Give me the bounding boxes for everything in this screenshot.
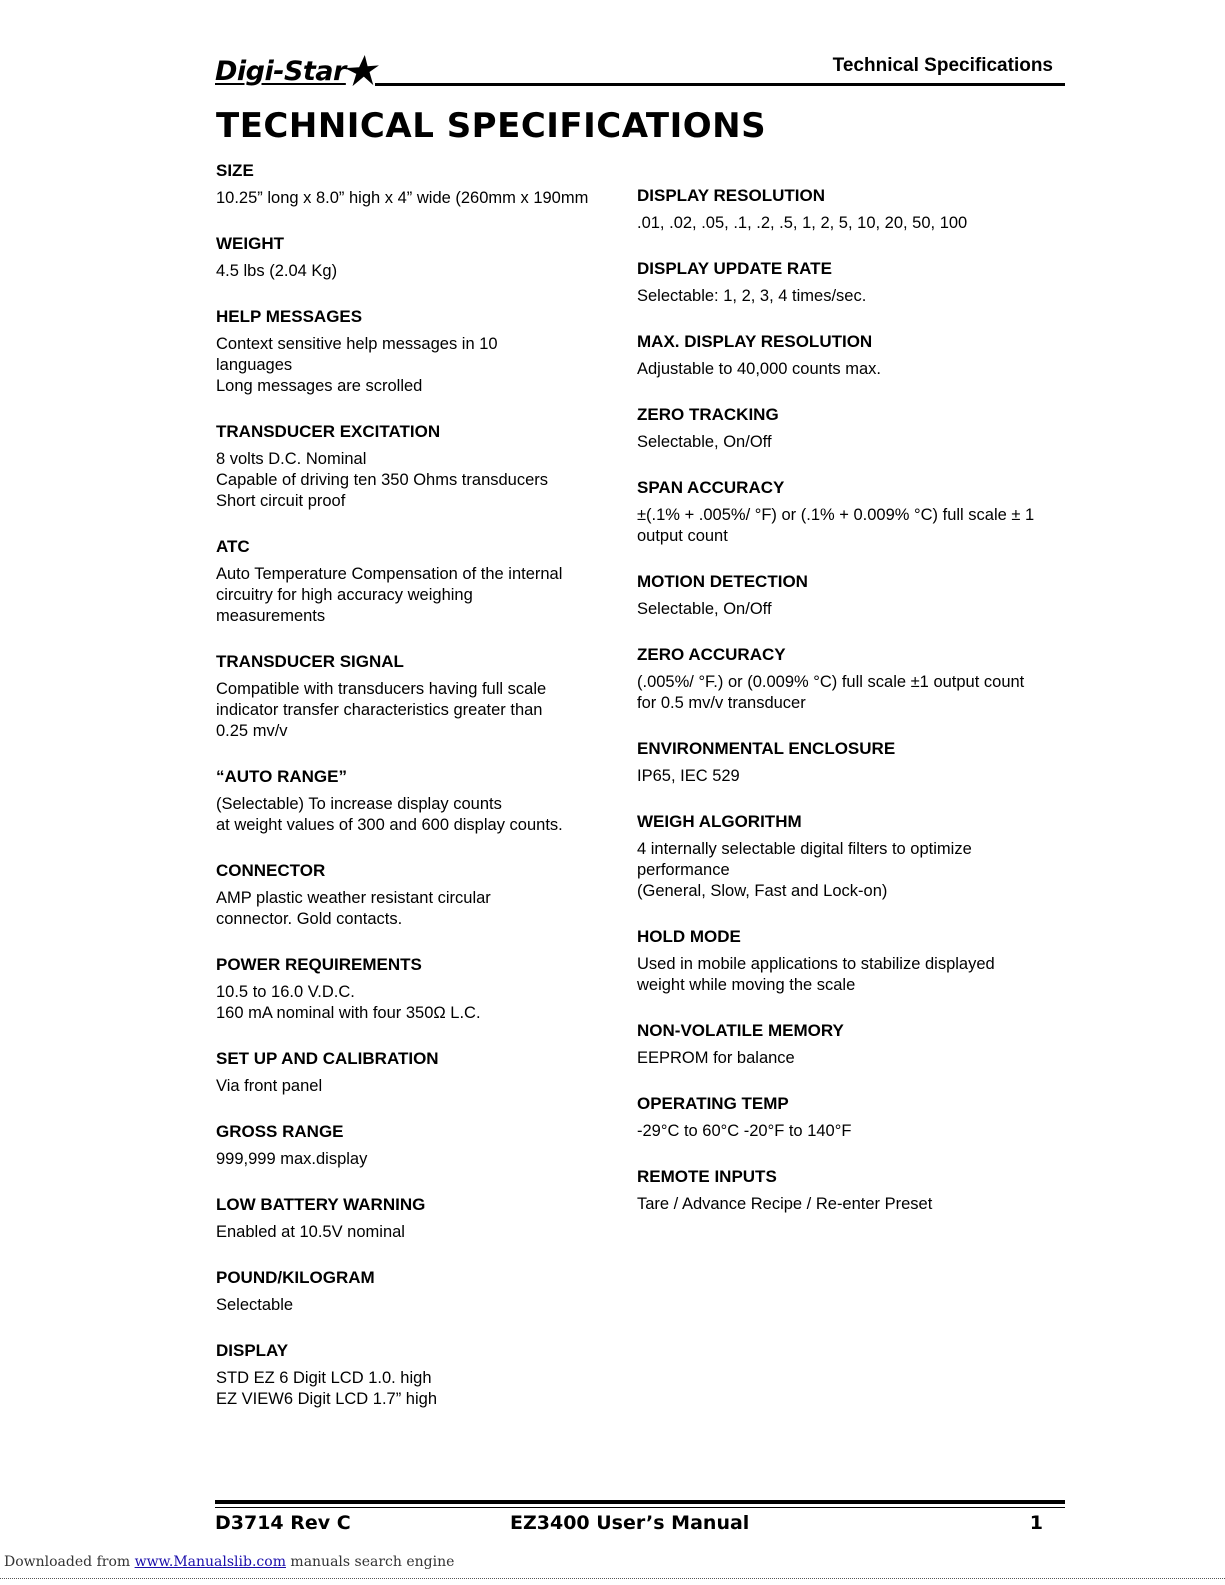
spec-value-line: Via front panel — [216, 1077, 323, 1095]
spec-value-line: 10.25” long x 8.0” high x 4” wide (260mm x 190mm — [216, 189, 589, 207]
spec-value-line: measurements — [216, 607, 326, 625]
section-title: Technical Specifications — [832, 55, 1053, 76]
download-prefix: Downloaded from — [4, 1554, 135, 1570]
spec-value-line: STD EZ 6 Digit LCD 1.0. high — [216, 1369, 432, 1387]
spec-value-line: AMP plastic weather resistant circular — [216, 889, 491, 907]
spec-value-line: EEPROM for balance — [637, 1049, 795, 1067]
spec-heading: REMOTE INPUTS — [637, 1167, 777, 1186]
spec-value-line: (General, Slow, Fast and Lock-on) — [637, 882, 888, 900]
page-title: TECHNICAL SPECIFICATIONS — [216, 106, 767, 146]
spec-heading: WEIGH ALGORITHM — [637, 812, 802, 831]
spec-value-line: Long messages are scrolled — [216, 377, 423, 395]
digi-star-logo — [215, 54, 380, 88]
spec-block — [637, 330, 1077, 380]
dotted-rule — [0, 1578, 1225, 1579]
spec-block — [637, 643, 1077, 714]
spec-heading: GROSS RANGE — [216, 1122, 344, 1141]
spec-value-line: 4.5 lbs (2.04 Kg) — [216, 262, 338, 280]
spec-block — [637, 184, 1077, 234]
spec-value-line: Used in mobile applications to stabilize displayed — [637, 955, 995, 973]
spec-heading: WEIGHT — [216, 234, 284, 253]
spec-block — [216, 1193, 626, 1243]
spec-value-line: output count — [637, 527, 728, 545]
spec-value-line: Selectable, On/Off — [637, 433, 772, 451]
spec-value-line: Selectable — [216, 1296, 294, 1314]
spec-value-line: at weight values of 300 and 600 display counts. — [216, 816, 563, 834]
spec-heading: POWER REQUIREMENTS — [216, 955, 422, 974]
spec-heading: TRANSDUCER EXCITATION — [216, 422, 441, 441]
footer-rule-thin — [215, 1507, 1065, 1508]
spec-value-line: for 0.5 mv/v transducer — [637, 694, 806, 712]
download-suffix: manuals search engine — [285, 1554, 455, 1570]
spec-value-line: indicator transfer characteristics greater than — [216, 701, 543, 719]
spec-value-line: performance — [637, 861, 730, 879]
spec-heading: SET UP AND CALIBRATION — [216, 1049, 439, 1068]
spec-heading: LOW BATTERY WARNING — [216, 1195, 426, 1214]
spec-value-line: -29°C to 60°C -20°F to 140°F — [637, 1122, 852, 1140]
spec-heading: DISPLAY UPDATE RATE — [637, 259, 832, 278]
spec-block — [216, 305, 626, 397]
spec-value-line: 4 internally selectable digital filters to optimize — [637, 840, 972, 858]
spec-block — [637, 1165, 1077, 1215]
spec-value-line: languages — [216, 356, 293, 374]
spec-block — [216, 1266, 626, 1316]
spec-value-line: Short circuit proof — [216, 492, 346, 510]
spec-heading: HELP MESSAGES — [216, 307, 363, 326]
spec-value-line: 8 volts D.C. Nominal — [216, 450, 367, 468]
spec-block — [637, 476, 1077, 547]
spec-block — [216, 765, 626, 836]
spec-heading: ZERO ACCURACY — [637, 645, 786, 664]
spec-value-line: circuitry for high accuracy weighing — [216, 586, 473, 604]
spec-value-line: Tare / Advance Recipe / Re-enter Preset — [637, 1195, 933, 1213]
header-rule — [375, 83, 1065, 86]
spec-block — [216, 1047, 626, 1097]
spec-block — [216, 1120, 626, 1170]
spec-heading: OPERATING TEMP — [637, 1094, 789, 1113]
spec-block — [216, 420, 626, 512]
spec-heading: NON-VOLATILE MEMORY — [637, 1021, 844, 1040]
spec-block — [637, 1019, 1077, 1069]
spec-block — [216, 232, 626, 282]
spec-block — [637, 403, 1077, 453]
spec-heading: SPAN ACCURACY — [637, 478, 785, 497]
spec-block — [216, 650, 626, 742]
spec-heading: HOLD MODE — [637, 927, 741, 946]
spec-block — [637, 1092, 1077, 1142]
download-note — [4, 1554, 454, 1570]
spec-value-line: 0.25 mv/v — [216, 722, 288, 740]
spec-block — [216, 535, 626, 627]
spec-value-line: Adjustable to 40,000 counts max. — [637, 360, 881, 378]
spec-value-line: 10.5 to 16.0 V.D.C. — [216, 983, 355, 1001]
spec-block — [216, 953, 626, 1024]
spec-value-line: (.005%/ °F.) or (0.009% °C) full scale ±1 output count — [637, 673, 1025, 691]
spec-heading: POUND/KILOGRAM — [216, 1268, 375, 1287]
spec-block — [637, 737, 1077, 787]
spec-value-line: Capable of driving ten 350 Ohms transducers — [216, 471, 549, 489]
spec-value-line: weight while moving the scale — [637, 976, 856, 994]
spec-heading: ZERO TRACKING — [637, 405, 779, 424]
spec-value-line: ±(.1% + .005%/ °F) or (.1% + 0.009% °C) full scale ± 1 — [637, 506, 1035, 524]
spec-value-line: 160 mA nominal with four 350Ω L.C. — [216, 1004, 481, 1022]
spec-value-line: Selectable: 1, 2, 3, 4 times/sec. — [637, 287, 867, 305]
manual-name: EZ3400 User’s Manual — [510, 1512, 750, 1534]
spec-value-line: Enabled at 10.5V nominal — [216, 1223, 405, 1241]
spec-block — [637, 570, 1077, 620]
spec-block — [216, 1339, 626, 1410]
spec-value-line: Auto Temperature Compensation of the internal — [216, 565, 563, 583]
footer-rule — [215, 1500, 1065, 1504]
page-number: 1 — [1029, 1512, 1043, 1534]
spec-heading: MOTION DETECTION — [637, 572, 808, 591]
spec-value-line: Compatible with transducers having full scale — [216, 680, 547, 698]
spec-heading: ATC — [216, 537, 250, 556]
spec-heading: CONNECTOR — [216, 861, 326, 880]
spec-block — [637, 257, 1077, 307]
spec-value-line: (Selectable) To increase display counts — [216, 795, 502, 813]
spec-heading: “AUTO RANGE” — [216, 767, 347, 786]
page-header — [215, 50, 1065, 88]
spec-heading: DISPLAY RESOLUTION — [637, 186, 825, 205]
spec-value-line: IP65, IEC 529 — [637, 767, 740, 785]
spec-value-line: 999,999 max.display — [216, 1150, 368, 1168]
doc-number: D3714 Rev C — [215, 1512, 351, 1534]
spec-block — [216, 159, 626, 209]
spec-block — [637, 810, 1077, 902]
logo-text: Digi-Star — [215, 55, 346, 87]
spec-value-line: Selectable, On/Off — [637, 600, 772, 618]
left-spec-column — [216, 159, 626, 1433]
spec-value-line: Context sensitive help messages in 10 — [216, 335, 498, 353]
spec-value-line: .01, .02, .05, .1, .2, .5, 1, 2, 5, 10, 20, 50, 100 — [637, 214, 968, 232]
right-spec-column — [637, 184, 1077, 1238]
spec-heading: DISPLAY — [216, 1341, 289, 1360]
spec-heading: SIZE — [216, 161, 254, 180]
spec-block — [216, 859, 626, 930]
spec-block — [637, 925, 1077, 996]
spec-heading: MAX. DISPLAY RESOLUTION — [637, 332, 873, 351]
spec-heading: TRANSDUCER SIGNAL — [216, 652, 404, 671]
manualslib-link[interactable]: www.Manualslib.com — [134, 1554, 286, 1570]
spec-heading: ENVIRONMENTAL ENCLOSURE — [637, 739, 896, 758]
spec-value-line: EZ VIEW6 Digit LCD 1.7” high — [216, 1390, 437, 1408]
spec-value-line: connector. Gold contacts. — [216, 910, 403, 928]
